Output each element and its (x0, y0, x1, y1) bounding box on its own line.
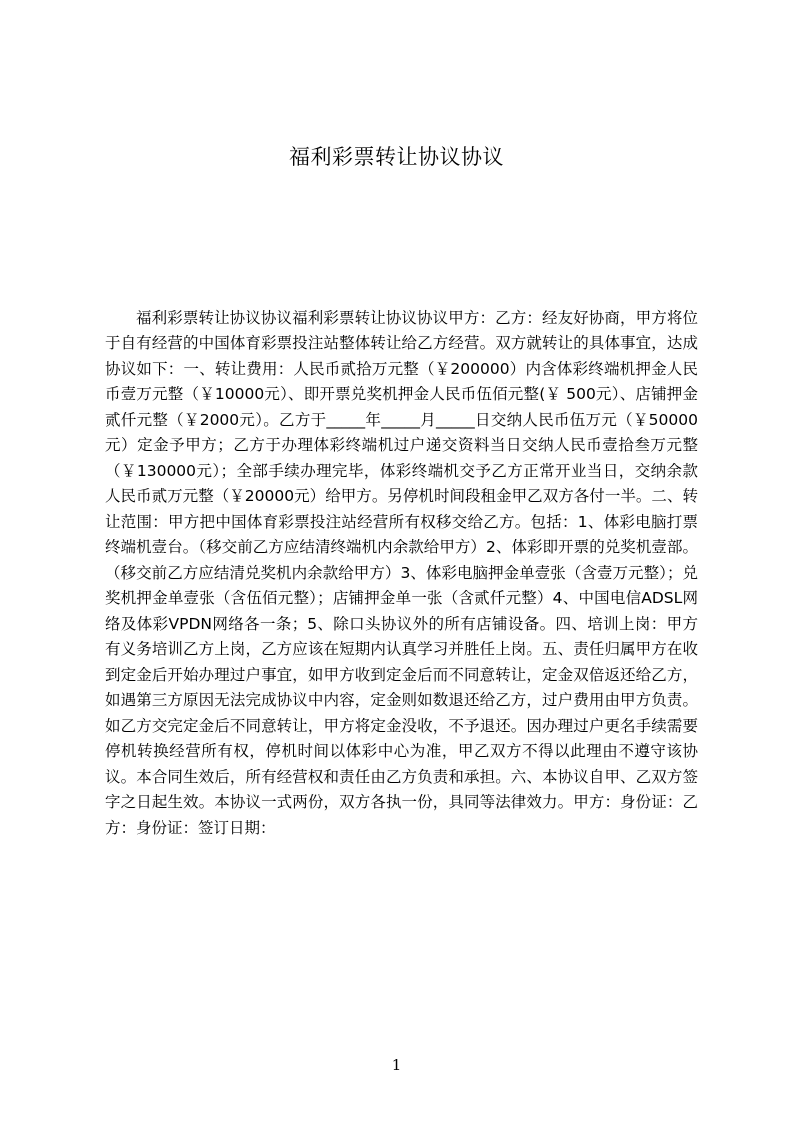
document-body-paragraph: 福利彩票转让协议协议福利彩票转让协议协议甲方：乙方：经友好协商，甲方将位于自有经营的中国体育彩票投注站整体转让给乙方经营。双方就转让的具体事宜，达成协议如下：一、转让费用：人民币贰拾万元整（￥200000）内含体彩终端机押金人民币壹万元整（￥10000元）、即开票兑奖机押金人民币伍佰元整(￥ 500元）、店铺押金贰仟元整（￥2000元）。乙方于_____年_____月_____日交纳人民币伍万元（￥50000元）定金予甲方；乙方于办理体彩终端机过户递交资料当日交纳人民币壹拾叁万元整（￥130000元）；全部手续办理完毕，体彩终端机交予乙方正常开业当日，交纳余款人民币贰万元整（￥20000元）给甲方。另停机时间段租金甲乙双方各付一半。二、转让范围：甲方把中国体育彩票投注站经营所有权移交给乙方。包括：1、体彩电脑打票终端机壹台。（移交前乙方应结清终端机内余款给甲方）2、体彩即开票的兑奖机壹部。（移交前乙方应结清兑奖机内余款给甲方）3、体彩电脑押金单壹张（含壹万元整）；兑奖机押金单壹张（含伍佰元整）；店铺押金单一张（含贰仟元整）4、中国电信ADSL网络及体彩VPDN网络各一条；5、除口头协议外的所有店铺设备。四、培训上岗：甲方有义务培训乙方上岗，乙方应该在短期内认真学习并胜任上岗。五、责任归属甲方在收到定金后开始办理过户事宜，如甲方收到定金后而不同意转让，定金双倍返还给乙方，如遇第三方原因无法完成协议中内容，定金则如数退还给乙方，过户费用由甲方负责。如乙方交完定金后不同意转让，甲方将定金没收，不予退还。因办理过户更名手续需要停机转换经营所有权，停机时间以体彩中心为准，甲乙双方不得以此理由不遵守该协议。本合同生效后，所有经营权和责任由乙方负责和承担。六、本协议自甲、乙双方签字之日起生效。本协议一式两份，双方各执一份，具同等法律效力。甲方：身份证：乙方：身份证：签订日期： (105, 308, 698, 837)
document-title: 福利彩票转让协议协议 (289, 145, 504, 169)
page-number: 1 (391, 1056, 402, 1074)
